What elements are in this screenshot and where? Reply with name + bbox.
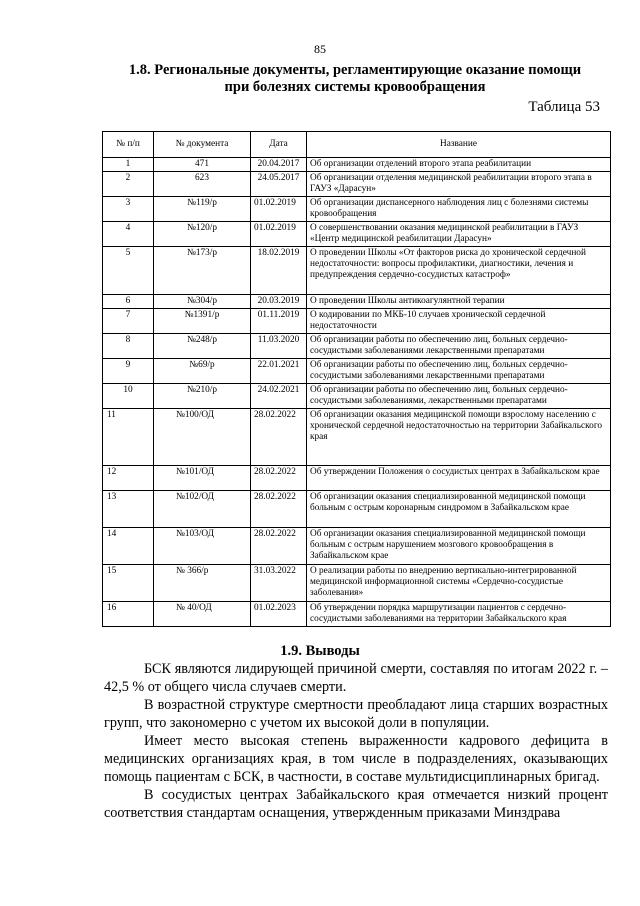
cell-doc: №103/ОД xyxy=(154,528,251,565)
documents-table xyxy=(102,131,611,627)
table-row xyxy=(103,197,611,222)
cell-name: Об организации отделения медицинской реабилитации второго этапа в ГАУЗ «Дарасун» xyxy=(307,172,611,197)
cell-doc: №1391/р xyxy=(154,309,251,334)
cell-date: 28.02.2022 xyxy=(251,409,307,466)
table-row xyxy=(103,409,611,466)
cell-date: 20.03.2019 xyxy=(251,295,307,309)
table-row xyxy=(103,158,611,172)
cell-date: 28.02.2022 xyxy=(251,491,307,528)
cell-name: Об организации оказания специализированной медицинской помощи больным с острым нарушением мозгового кровообращения в Забайкальском крае xyxy=(307,528,611,565)
cell-doc: №102/ОД xyxy=(154,491,251,528)
cell-doc: №119/р xyxy=(154,197,251,222)
header-num: № п/п xyxy=(103,132,154,158)
cell-doc: 471 xyxy=(154,158,251,172)
cell-num: 1 xyxy=(103,158,154,172)
cell-date: 28.02.2022 xyxy=(251,528,307,565)
cell-name: О реализации работы по внедрению вертикально-интегрированной медицинской информационной системы «Сердечно-сосудистые заболевания» xyxy=(307,565,611,602)
cell-num: 3 xyxy=(103,197,154,222)
cell-num: 11 xyxy=(103,409,154,466)
cell-num: 8 xyxy=(103,334,154,359)
cell-date: 01.02.2019 xyxy=(251,197,307,222)
cell-name: Об организации отделений второго этапа реабилитации xyxy=(307,158,611,172)
cell-num: 9 xyxy=(103,359,154,384)
cell-doc: 623 xyxy=(154,172,251,197)
cell-num: 15 xyxy=(103,565,154,602)
cell-date: 01.02.2019 xyxy=(251,222,307,247)
header-name: Название xyxy=(307,132,611,158)
table-caption: Таблица 53 xyxy=(528,99,600,115)
cell-num: 6 xyxy=(103,295,154,309)
cell-date: 24.02.2021 xyxy=(251,384,307,409)
cell-date: 01.02.2023 xyxy=(251,602,307,627)
cell-name: Об организации работы по обеспечению лиц, больных сердечно-сосудистыми заболеваниями, лекарственными препаратами xyxy=(307,384,611,409)
cell-name: Об организации работы по обеспечению лиц, больных сердечно-сосудистыми заболеваниями лекарственными препаратами xyxy=(307,359,611,384)
conclusions-title: 1.9. Выводы xyxy=(280,643,360,659)
table-row xyxy=(103,602,611,627)
cell-date: 11.03.2020 xyxy=(251,334,307,359)
cell-date: 24.05.2017 xyxy=(251,172,307,197)
table-header-row xyxy=(103,132,611,158)
cell-name: О кодировании по МКБ-10 случаев хронической сердечной недостаточности xyxy=(307,309,611,334)
cell-doc: №173/р xyxy=(154,247,251,295)
cell-doc: №69/р xyxy=(154,359,251,384)
table-row xyxy=(103,309,611,334)
table-row xyxy=(103,565,611,602)
cell-name: Об организации работы по обеспечению лиц, больных сердечно-сосудистыми заболеваниями лекарственными препаратами xyxy=(307,334,611,359)
table-row xyxy=(103,528,611,565)
cell-doc: №101/ОД xyxy=(154,466,251,491)
cell-date: 22.01.2021 xyxy=(251,359,307,384)
cell-doc: №304/р xyxy=(154,295,251,309)
cell-doc: № 40/ОД xyxy=(154,602,251,627)
table-row xyxy=(103,359,611,384)
cell-num: 13 xyxy=(103,491,154,528)
cell-doc: №100/ОД xyxy=(154,409,251,466)
conclusion-paragraph-2: В возрастной структуре смертности преобладают лица старших возрастных групп, что закономерно с учетом их высокой доли в популяции. xyxy=(104,697,608,731)
cell-num: 12 xyxy=(103,466,154,491)
section-title: 1.8. Региональные документы, регламентирующие оказание помощи при болезнях системы кровообращения xyxy=(128,62,582,95)
cell-name: Об утверждении Положения о сосудистых центрах в Забайкальском крае xyxy=(307,466,611,491)
table-row xyxy=(103,491,611,528)
cell-date: 01.11.2019 xyxy=(251,309,307,334)
cell-doc: №120/р xyxy=(154,222,251,247)
page-number: 85 xyxy=(314,42,326,56)
table-row xyxy=(103,466,611,491)
cell-date: 31.03.2022 xyxy=(251,565,307,602)
table-row xyxy=(103,334,611,359)
cell-name: Об организации оказания специализированной медицинской помощи больным с острым коронарным синдромом в Забайкальском крае xyxy=(307,491,611,528)
cell-num: 10 xyxy=(103,384,154,409)
cell-date: 20.04.2017 xyxy=(251,158,307,172)
conclusion-paragraph-3: Имеет место высокая степень выраженности кадрового дефицита в медицинских организациях края, в том числе в подразделениях, оказывающих помощь пациентам с БСК, в частности, в составе мультидисциплинарных бригад. xyxy=(104,733,608,785)
table-body xyxy=(103,158,611,627)
cell-name: Об организации оказания медицинской помощи взрослому населению с хронической сердечной недостаточностью на территории Забайкальского края xyxy=(307,409,611,466)
cell-name: О совершенствовании оказания медицинской реабилитации в ГАУЗ «Центр медицинской реабилитации Дарасун» xyxy=(307,222,611,247)
cell-num: 7 xyxy=(103,309,154,334)
conclusion-paragraph-1: БСК являются лидирующей причиной смерти, составляя по итогам 2022 г. – 42,5 % от общего числа случаев смерти. xyxy=(104,661,608,695)
cell-num: 4 xyxy=(103,222,154,247)
cell-name: Об организации диспансерного наблюдения лиц с болезнями системы кровообращения xyxy=(307,197,611,222)
cell-name: О проведении Школы антикоагулянтной терапии xyxy=(307,295,611,309)
table-row xyxy=(103,172,611,197)
cell-doc: №210/р xyxy=(154,384,251,409)
conclusions-text xyxy=(104,660,608,822)
cell-name: Об утверждении порядка маршрутизации пациентов с сердечно-сосудистыми заболеваниями на территории Забайкальского края xyxy=(307,602,611,627)
table-row xyxy=(103,295,611,309)
conclusion-paragraph-4: В сосудистых центрах Забайкальского края отмечается низкий процент соответствия стандартам оснащения, утвержденным приказами Минздрава xyxy=(104,787,608,821)
table-row xyxy=(103,247,611,295)
cell-num: 14 xyxy=(103,528,154,565)
cell-num: 16 xyxy=(103,602,154,627)
header-date: Дата xyxy=(251,132,307,158)
header-doc: № документа xyxy=(154,132,251,158)
cell-num: 2 xyxy=(103,172,154,197)
cell-doc: №248/р xyxy=(154,334,251,359)
cell-date: 28.02.2022 xyxy=(251,466,307,491)
cell-num: 5 xyxy=(103,247,154,295)
cell-name: О проведении Школы «От факторов риска до хронической сердечной недостаточности: вопросы профилактики, диагностики, лечения и предупреждения сердечно-сосудистых катастроф» xyxy=(307,247,611,295)
cell-date: 18.02.2019 xyxy=(251,247,307,295)
table-row xyxy=(103,222,611,247)
cell-doc: № 366/р xyxy=(154,565,251,602)
table-row xyxy=(103,384,611,409)
